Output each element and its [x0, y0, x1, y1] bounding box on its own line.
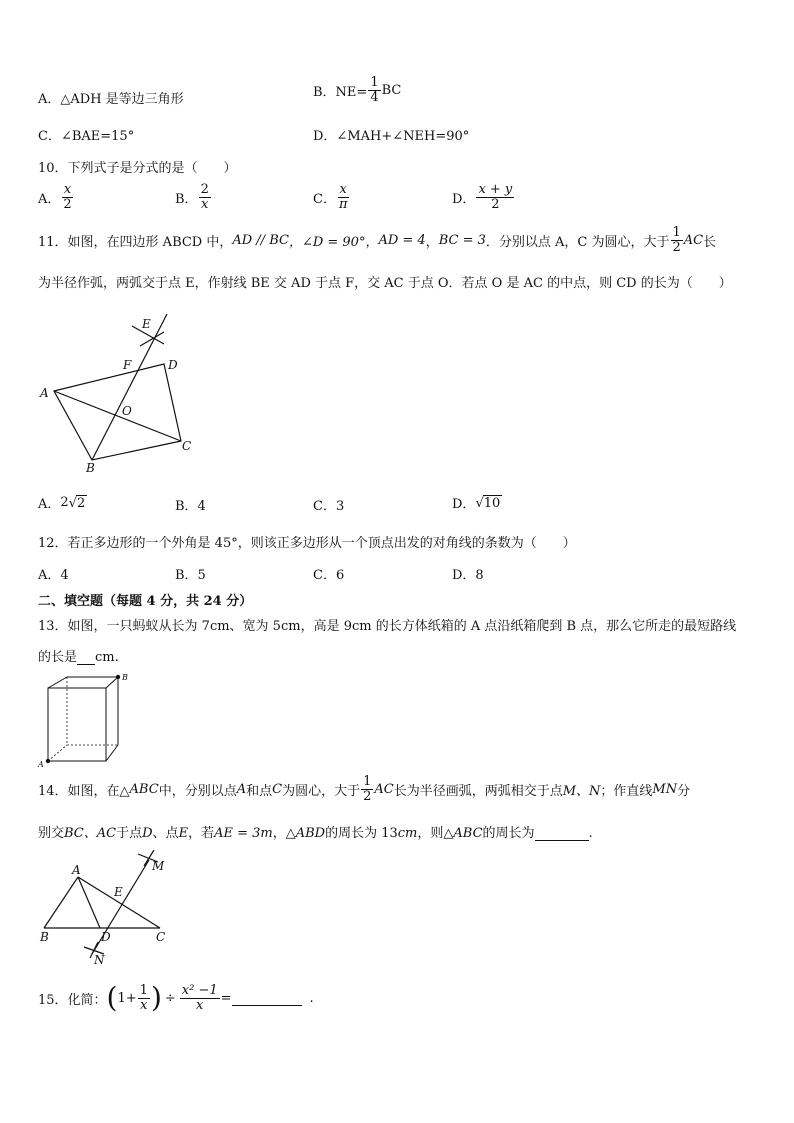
q12-option-d: D．8 — [452, 568, 484, 583]
q14-text-2e: 、点 — [152, 826, 179, 841]
q13-stem-line1: 13．如图，一只蚂蚁从长为 7cm、宽为 5cm，高是 9cm 的长方体纸箱的 A 点沿纸箱爬到 B 点，那么它所走的最短路线 — [38, 619, 737, 634]
q11-frac-den: 2 — [672, 239, 681, 255]
q15-f1-den: x — [140, 997, 148, 1013]
q14-text-2l: cm — [397, 826, 418, 841]
q15-f2-num: x² −1 — [181, 983, 218, 998]
q14-text-a: 14．如图，在△ — [38, 783, 130, 799]
q14-text-2o: 的周长为 — [482, 826, 535, 841]
q12-option-c: C．6 — [313, 568, 345, 583]
q11-option-d — [452, 493, 502, 512]
q9-b-frac-num: 1 — [370, 75, 379, 90]
q10-a-label: A． — [38, 191, 61, 207]
q11-stem-line1 — [38, 226, 716, 254]
q13-hidden-edge — [48, 745, 67, 761]
q13-front-face — [48, 688, 106, 761]
q9-option-b-label: B．NE= — [313, 84, 368, 100]
q9-b-frac-den: 4 — [370, 89, 379, 105]
q11-a-label: A． — [38, 497, 61, 512]
q10-option-c — [313, 183, 351, 211]
q13-label-b: B — [122, 673, 128, 682]
q10-d-den: 2 — [491, 196, 500, 212]
q14-text-m: 分 — [677, 783, 691, 799]
q14-answer-blank — [535, 840, 589, 841]
q10-c-label: C． — [313, 191, 336, 207]
q14-text-f: C — [272, 781, 283, 797]
q15-f2-den: x — [196, 997, 204, 1013]
q11-label-d: D — [168, 358, 178, 372]
q11-text-i: 长 — [703, 234, 717, 250]
q15-equals: = — [220, 990, 232, 1006]
q14-text-2b: BC、AC — [64, 826, 117, 841]
q15-right-paren: ) — [150, 981, 162, 1015]
q14-label-m: M — [152, 859, 165, 873]
q10-d-num: x + y — [478, 182, 513, 197]
q10-option-b — [175, 183, 212, 211]
q13-point-a — [46, 759, 50, 763]
q14-text-i: 长为半径画弧，两弧相交于点 — [393, 783, 563, 799]
q11-option-a — [38, 493, 87, 512]
q13-point-b — [116, 675, 120, 679]
q11-option-b: B．4 — [175, 499, 206, 514]
q10-b-label: B． — [175, 191, 198, 207]
q15-period: . — [309, 990, 314, 1006]
q9-option-d: D．∠MAH+∠NEH=90° — [313, 129, 470, 144]
q15-label: 15．化简： — [38, 992, 107, 1008]
q11-label-o: O — [122, 404, 132, 418]
q14-text-2d: D — [142, 826, 153, 841]
q14-text-2c: 于点 — [116, 826, 143, 841]
q13-text-pre: 的长是 — [38, 650, 78, 665]
q11-text-a: 11．如图，在四边形 ABCD 中， — [38, 234, 233, 250]
q11-text-h: AC — [683, 232, 704, 248]
q12-option-b: B．5 — [175, 568, 206, 583]
q13-stem-line2 — [38, 646, 119, 665]
q11-label-a: A — [40, 386, 49, 400]
q9-option-a: A．△ADH 是等边三角形 — [38, 92, 184, 107]
q11-label-b: B — [86, 461, 95, 475]
q11-d-radicand: 10 — [483, 495, 501, 511]
q10-b-num: 2 — [200, 182, 209, 197]
q10-a-num: x — [63, 182, 72, 197]
q11-diagonal-ac — [54, 391, 181, 441]
q14-text-2f: E — [178, 826, 189, 841]
q14-stem-line1 — [38, 775, 690, 803]
q11-a-coef: 2 — [60, 495, 69, 510]
q11-text-f: BC = 3 — [438, 232, 486, 248]
q14-text-2g: ，若 — [188, 826, 215, 841]
q13-answer-blank — [77, 664, 95, 665]
q10-d-label: D． — [452, 191, 476, 207]
q11-quadrilateral — [54, 364, 181, 460]
q13-edge — [106, 745, 118, 761]
q14-text-b: ABC — [129, 781, 159, 797]
q14-label-c: C — [156, 930, 166, 944]
q11-text-b: AD // BC — [232, 232, 289, 248]
q11-ray-be — [92, 314, 167, 460]
q15-stem — [38, 981, 314, 1015]
q14-label-d: D — [101, 930, 111, 944]
q15-divide-sign: ÷ — [164, 990, 176, 1006]
q12-option-a: A．4 — [38, 568, 69, 583]
q12-stem: 12．若正多边形的一个外角是 45°，则该正多边形从一个顶点出发的对角线的条数为（ ） — [38, 536, 576, 551]
section-title: 二、填空题（每题 4 分，共 24 分） — [38, 594, 253, 609]
q11-label-c: C — [182, 439, 192, 453]
q14-text-2m: ，则△ — [417, 826, 454, 841]
q10-stem: 10．下列式子是分式的是（ ） — [38, 161, 237, 176]
q13-edge — [48, 677, 67, 688]
q14-text-2p: . — [588, 826, 593, 841]
q11-text-g: ．分别以点 A，C 为圆心，大于 — [485, 234, 670, 250]
q13-box-figure — [34, 670, 134, 770]
q15-left-paren: ( — [106, 981, 118, 1015]
q14-label-a: A — [72, 863, 81, 877]
q14-text-h: AC — [374, 781, 394, 797]
q13-label-a: A — [38, 760, 44, 769]
q14-stem-line2 — [38, 822, 593, 841]
q14-text-2h: AE = 3m — [214, 826, 273, 841]
q14-label-e: E — [114, 885, 123, 899]
q11-figure — [36, 312, 206, 477]
q10-c-num: x — [339, 182, 347, 197]
sqrt-icon: √ 2 — [68, 495, 86, 511]
q14-side-ab — [44, 877, 78, 928]
q14-text-g: 为圆心，大于 — [282, 783, 361, 799]
q15-one-plus: 1+ — [117, 990, 137, 1006]
sqrt-icon: √ 10 — [475, 495, 501, 511]
q11-text-d: AD = 4 — [378, 232, 426, 248]
q14-text-2i: ，△ — [272, 826, 296, 841]
q14-text-j: M、N — [562, 783, 601, 799]
q11-a-radicand: 2 — [76, 495, 86, 511]
q11-frac-num: 1 — [672, 225, 681, 240]
q14-text-2k: 的周长为 13 — [325, 826, 398, 841]
q11-label-e: E — [142, 317, 151, 331]
q9-option-b — [313, 76, 401, 104]
q9-option-c: C．∠BAE=15° — [38, 129, 135, 144]
q10-c-den: π — [338, 196, 348, 212]
q11-label-f: F — [123, 358, 132, 372]
q14-figure — [36, 846, 176, 971]
q11-d-label: D． — [452, 497, 476, 512]
q14-text-2a: 别交 — [38, 826, 65, 841]
q15-answer-blank — [232, 991, 302, 1006]
q10-b-den: x — [201, 196, 209, 212]
q14-text-k: ；作直线 — [600, 783, 653, 799]
q14-segment-ad — [78, 877, 100, 928]
q10-option-a — [38, 183, 75, 211]
q11-text-c: ，∠D = 90°， — [288, 234, 379, 250]
q13-text-post: cm. — [95, 650, 119, 665]
q14-text-e: 和点 — [246, 783, 273, 799]
q9-option-b-tail: BC — [381, 82, 402, 98]
q14-text-l: MN — [652, 781, 678, 797]
q14-text-2j: ABD — [295, 826, 326, 841]
q14-frac-num: 1 — [363, 774, 372, 789]
q14-text-d: A — [236, 781, 247, 797]
q11-option-c: C．3 — [313, 499, 345, 514]
q10-a-den: 2 — [63, 196, 72, 212]
q14-frac-den: 2 — [363, 788, 372, 804]
q14-text-2n: ABC — [453, 826, 483, 841]
q14-text-c: 中，分别以点 — [158, 783, 237, 799]
q10-option-d — [452, 183, 515, 211]
q11-stem-line2: 为半径作弧，两弧交于点 E，作射线 BE 交 AD 于点 F，交 AC 于点 O．若点 O 是 AC 的中点，则 CD 的长为（ ） — [38, 276, 732, 291]
q11-text-e: ， — [425, 234, 439, 250]
q14-label-b: B — [40, 930, 49, 944]
q15-f1-num: 1 — [139, 983, 148, 998]
q14-label-n: N — [94, 953, 105, 967]
q13-edge — [106, 677, 118, 688]
